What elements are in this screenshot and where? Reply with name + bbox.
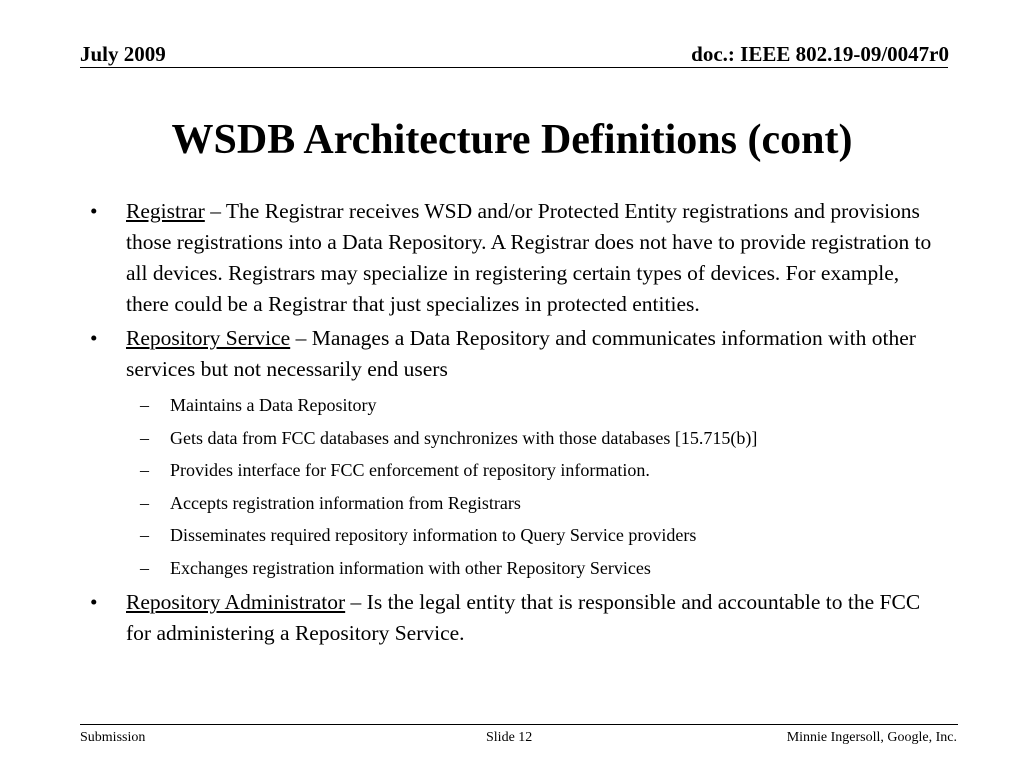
dash-marker: – bbox=[140, 395, 149, 415]
term-registrar: Registrar bbox=[126, 199, 205, 223]
sub-bullet-text: Maintains a Data Repository bbox=[170, 395, 377, 415]
dash-marker: – bbox=[140, 557, 149, 578]
bullet-marker: • bbox=[90, 590, 98, 614]
footer-divider bbox=[80, 724, 958, 725]
bullet-registrar bbox=[90, 196, 940, 320]
dash-marker: – bbox=[140, 460, 149, 480]
term-repository-administrator: Repository Administrator bbox=[126, 590, 346, 614]
sub-bullet-item bbox=[90, 519, 940, 552]
sub-bullet-item bbox=[90, 454, 940, 487]
header-doc-id: doc.: IEEE 802.19-09/0047r0 bbox=[691, 42, 949, 66]
footer-author: Minnie Ingersoll, Google, Inc. bbox=[786, 730, 957, 745]
header-divider bbox=[80, 67, 948, 68]
footer-submission: Submission bbox=[80, 730, 146, 745]
bullet-text: – Manages a Data Repository and communicates information with other services but not necessarily end users bbox=[126, 326, 916, 381]
bullet-text: – Is the legal entity that is responsible and accountable to the FCC for administering a Repository Service. bbox=[126, 590, 921, 645]
bullet-marker: • bbox=[90, 199, 98, 223]
bullet-text: – The Registrar receives WSD and/or Protected Entity registrations and provisions those registrations into a Data Repository. A Registrar does not have to provide registration to all devices. Registrars may specialize in registering certain types of devices. For example, there could be a Registrar that just specializes in protected entities. bbox=[126, 199, 932, 316]
sub-bullet-item bbox=[90, 422, 940, 455]
bullet-list bbox=[90, 196, 940, 652]
term-repository-service: Repository Service bbox=[126, 326, 291, 350]
slide-title: WSDB Architecture Definitions (cont) bbox=[171, 117, 853, 163]
dash-marker: – bbox=[140, 525, 149, 545]
sub-bullet-text: Disseminates required repository information to Query Service providers bbox=[170, 525, 697, 545]
sub-bullet-item bbox=[90, 487, 940, 520]
bullet-repository-service bbox=[90, 323, 940, 584]
sub-bullet-text: Provides interface for FCC enforcement of repository information. bbox=[170, 460, 650, 480]
sub-bullet-item bbox=[90, 389, 940, 422]
dash-marker: – bbox=[140, 427, 149, 448]
header-date: July 2009 bbox=[80, 42, 166, 66]
bullet-repository-administrator bbox=[90, 587, 940, 649]
sub-bullet-text: Accepts registration information from Registrars bbox=[170, 492, 521, 513]
dash-marker: – bbox=[140, 492, 149, 513]
sub-bullet-list bbox=[126, 389, 940, 584]
sub-bullet-item bbox=[90, 552, 940, 585]
sub-bullet-text: Gets data from FCC databases and synchronizes with those databases [15.715(b)] bbox=[170, 427, 758, 448]
bullet-marker: • bbox=[90, 326, 98, 350]
sub-bullet-text: Exchanges registration information with other Repository Services bbox=[170, 557, 651, 578]
footer-slide-number: Slide 12 bbox=[486, 730, 533, 745]
